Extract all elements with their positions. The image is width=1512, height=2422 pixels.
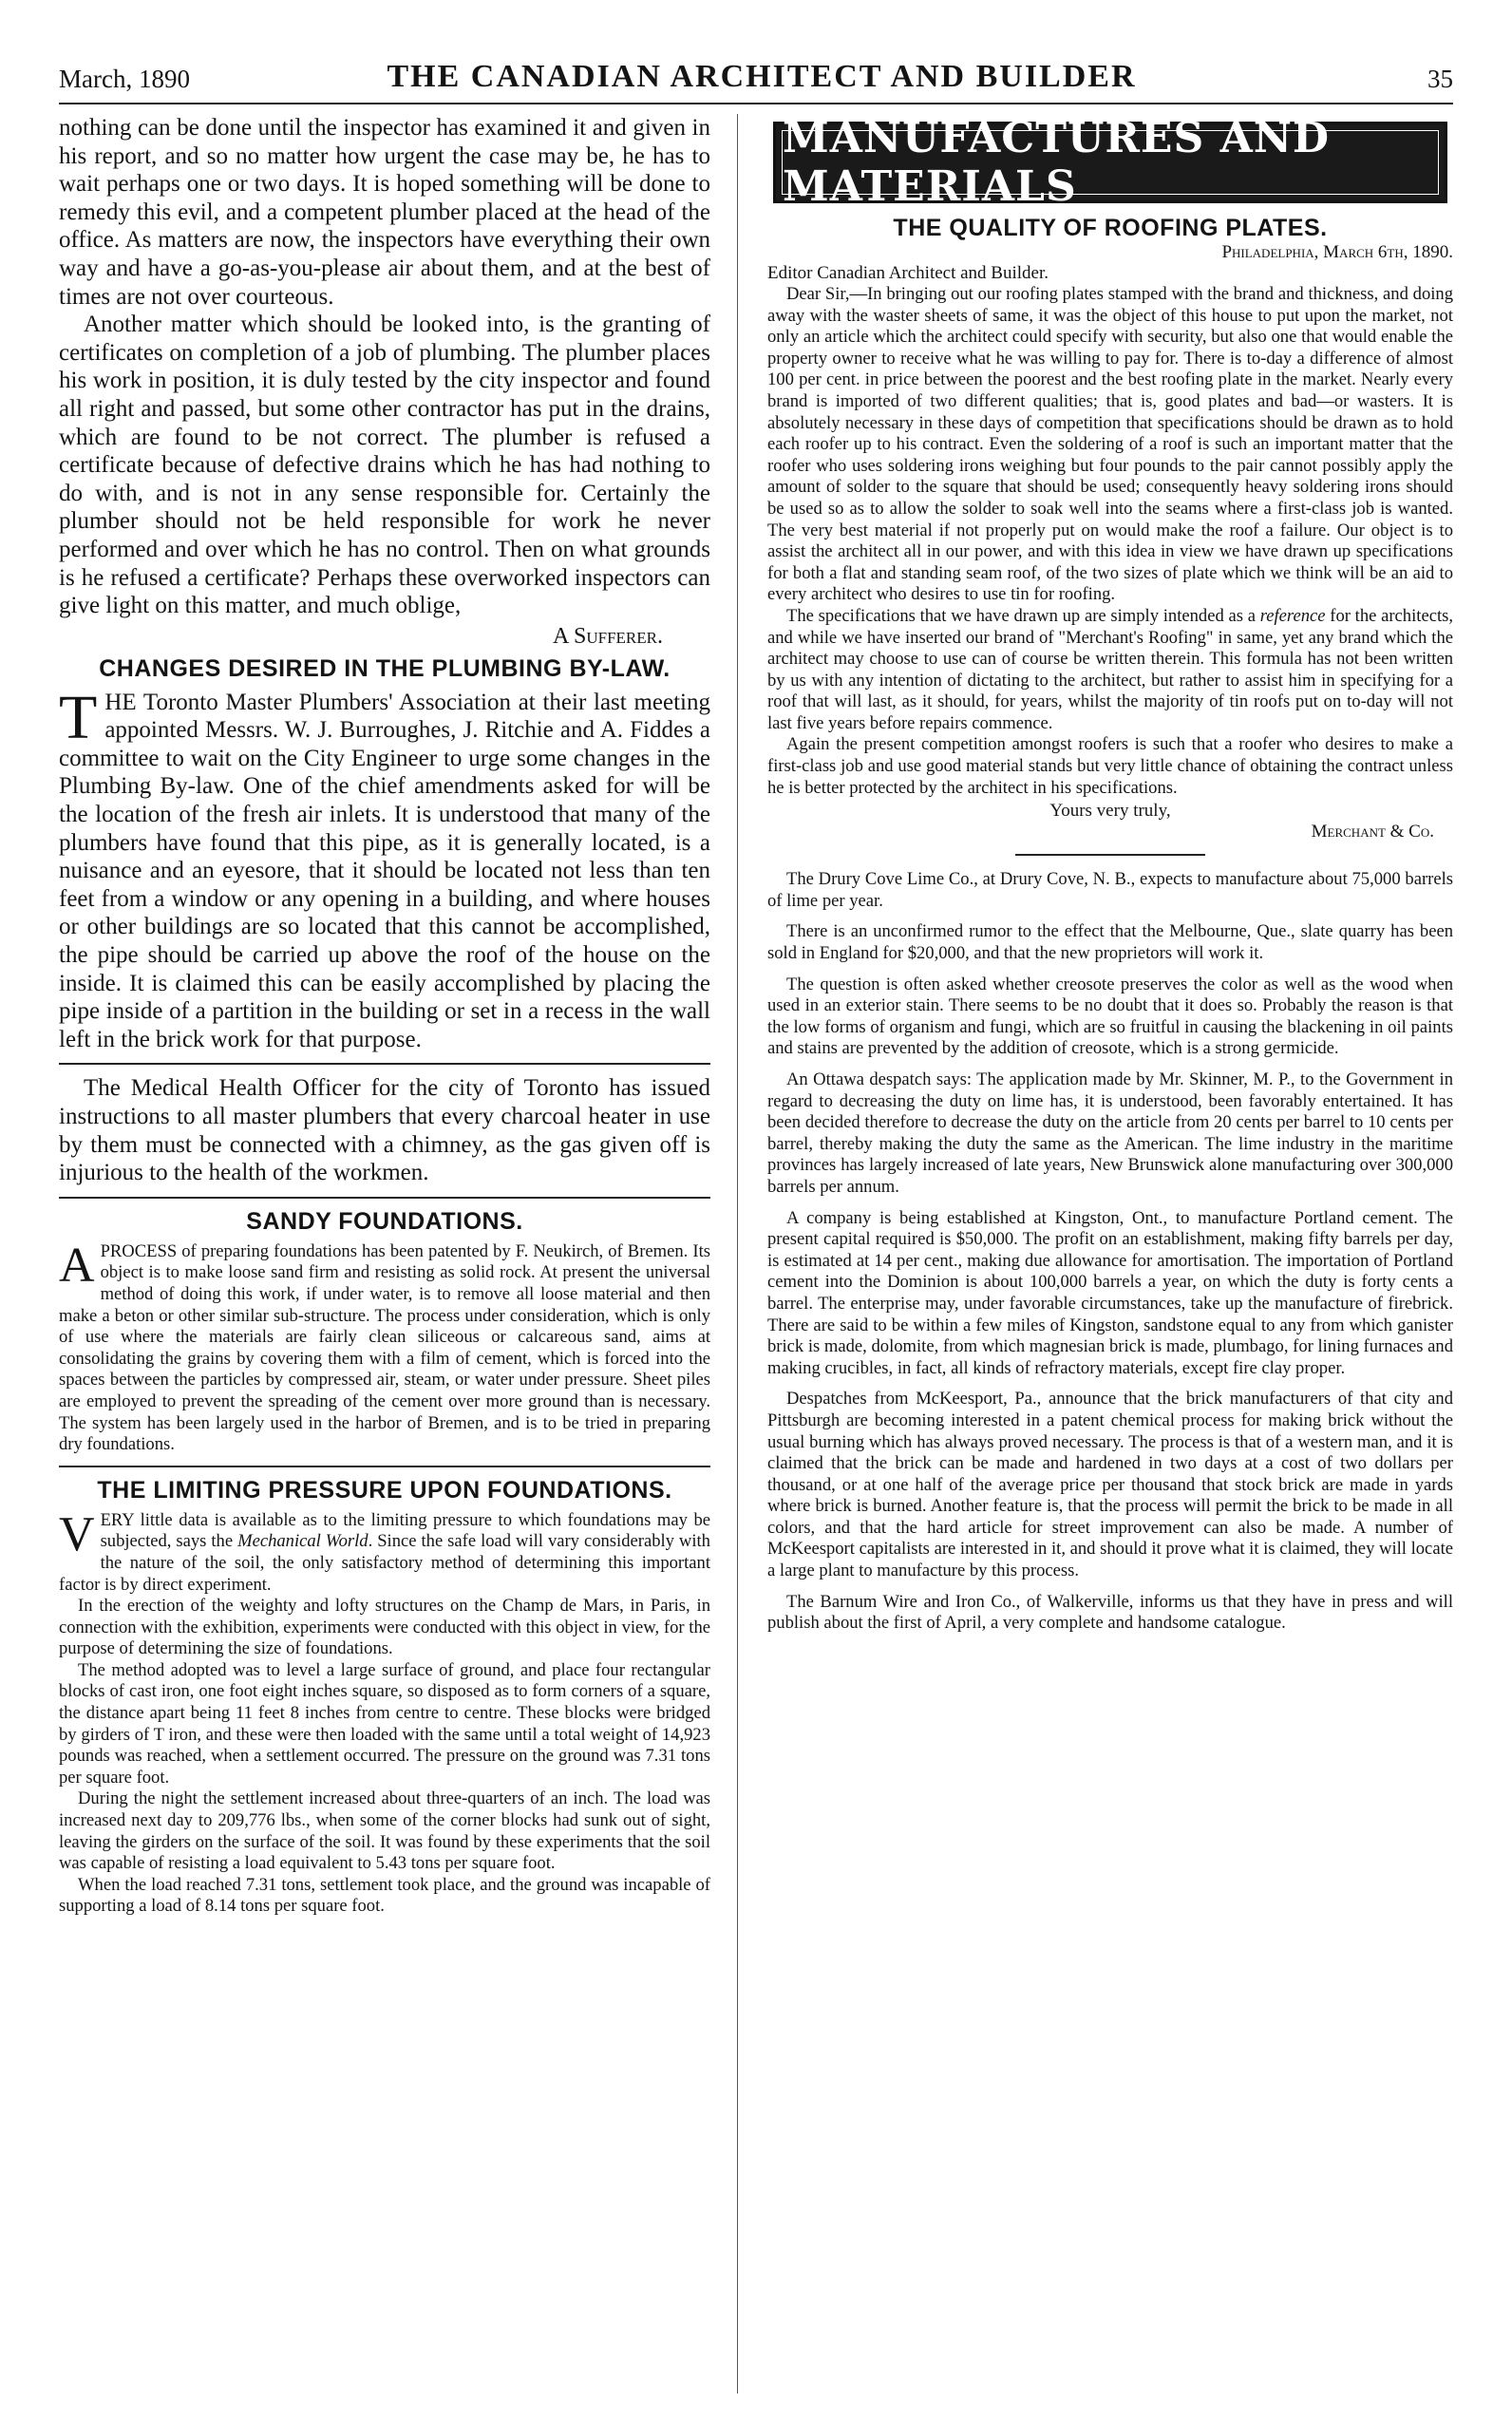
text-run: . Since the safe load will vary considerably with the nature of the soil, the only satisfactory method of determining this important factor is by direct experiment.: [59, 1531, 710, 1595]
news-item: The Barnum Wire and Iron Co., of Walkerville, informs us that they have in press and will publish about the first of April, a very complete and handsome catalogue.: [767, 1591, 1453, 1634]
source-citation: Mechanical World: [237, 1531, 369, 1552]
article-paragraph: PROCESS of preparing foundations has been patented by F. Neukirch, of Bremen. Its object is to make loose sand firm and resisting as solid rock. At present the universal method of doing this work, if under water, is to remove all loose material and then make a beton or other similar sub-structure. The process under consideration, which is only of use where the materials are fairly clean siliceous or calcareous sand, aims at consolidating the grains by covering them with a film of cement, which is forced into the spaces between the particles by compressed air, steam, or water under pressure. Sheet piles are employed to prevent the spreading of the cement over more ground than is necessary. The system has been largely used in the harbor of Bremen, and is to be tried in preparing dry foundations.: [59, 1240, 710, 1455]
news-item: An Ottawa despatch says: The application made by Mr. Skinner, M. P., to the Government in regard to decreasing the duty on lime has, it is understood, been favorably entertained. It has been decided therefore to decrease the duty on the article from 20 cents per barrel to 10 cents per barrel, thereby making the duty the same as the American. The lime industry in the maritime provinces has largely increased of late years, New Brunswick alone manufacturing over 300,000 barrels per annum.: [767, 1069, 1453, 1197]
letter-signature: Merchant & Co.: [1311, 822, 1434, 842]
column-divider: [737, 114, 738, 2394]
letter-continuation: [59, 114, 710, 650]
news-item: The question is often asked whether creosote preserves the color as well as the wood when used in an exterior stain. There seems to be no doubt that it does so. Probably the reason is that the low forms of organism and fungi, which are so fruitful in causing the blackening in oil paints and stains are prevented by the addition of creosote, which is a strong germicide.: [767, 974, 1453, 1059]
news-item: Despatches from McKeesport, Pa., announce that the brick manufacturers of that city and Pittsburgh are becoming interested in a patent chemical process for making brick without the usual burning which has always proved necessary. The process is that of a western man, and it is claimed that the brick can be made and hardened in two days at a cost of two dollars per thousand, or at one half of the average price per thousand that stock brick are made in yards where brick is burned. Another feature is, that the process will permit the brick to be made in all colors, and that the hard article for street improvement can also be made. A number of McKeesport capitalists are interested in it, and should it prove what it is claimed, they will locate a large plant to manufacture by this process.: [767, 1389, 1453, 1581]
letter-paragraph: Another matter which should be looked into, is the granting of certificates on completion of a job of plumbing. The plumber places his work in position, it is duly tested by the city inspector and found all right and passed, but some other contractor has put in the drains, which are found to be not correct. The plumber is refused a certificate because of defective drains which he has had nothing to do with, and is not in any sense responsible for. Certainly the plumber should not be held responsible for work he never performed and over which he has no control. Then on what grounds is he refused a certificate? Perhaps these overworked inspectors can give light on this matter, and much oblige,: [59, 312, 710, 619]
article-paragraph: [59, 1506, 710, 1596]
section-rule: [59, 1063, 710, 1065]
article-paragraph: Again the present competition amongst roofers is such that a roofer who desires to make a first-class job and use good material stands but very little chance of obtaining the contract unless he is better protected by the architect in his specifications.: [767, 734, 1453, 798]
letter-closing: Yours very truly,: [1049, 801, 1171, 822]
left-column: [59, 114, 710, 1918]
article-paragraph: During the night the settlement increased about three-quarters of an inch. The load was increased next day to 209,776 lbs., when some of the corner blocks had sunk out of sight, leaving the girders on the surface of the soil. It was found by these experiments that the soil was capable of resisting a load equivalent to 5.43 tons per square foot.: [59, 1788, 710, 1874]
article-paragraph: [767, 606, 1453, 735]
section-banner: [773, 114, 1447, 211]
article-paragraph: When the load reached 7.31 tons, settlement took place, and the ground was incapable of supporting a load of 8.14 tons per square foot.: [59, 1874, 710, 1917]
letter-dateline: Philadelphia, March 6th, 1890.: [1221, 242, 1453, 262]
news-items: [767, 869, 1453, 1635]
section-rule: [1015, 854, 1205, 856]
emphasis: reference: [1259, 605, 1326, 626]
article-title: CHANGES DESIRED IN THE PLUMBING BY-LAW.: [99, 654, 671, 682]
drop-cap: V: [59, 1506, 95, 1561]
article-sandy-foundations: [59, 1208, 710, 1456]
article-paragraph: HE Toronto Master Plumbers' Association at their last meeting appointed Messrs. W. J. Burroughes, J. Ritchie and A. Fiddes a committee to wait on the City Engineer to urge some changes in the Plumbing By-law. One of the chief amendments asked for will be the location of the fresh air inlets. It is understood that many of the plumbers have found that this pipe, as it is generally located, is a nuisance and an eyesore, that it should be located not less than ten feet from a window or any opening in a building, and where houses or other buildings are so located that this cannot be accomplished, the pipe should be carried up above the roof of the house on the inside. It is claimed this can be easily accomplished by placing the pipe inside of a partition in the building or set in a recess in the wall left in the brick work for that purpose.: [59, 689, 710, 1052]
text-run: The specifications that we have drawn up are simply intended as a: [786, 605, 1260, 626]
header-rule: [59, 103, 1453, 104]
article-title: SANDY FOUNDATIONS.: [246, 1207, 523, 1235]
article-roofing-plates: [767, 215, 1453, 842]
header-date: March, 1890: [59, 65, 190, 93]
text-run: ERY little data is available as to the limiting pressure to which foundations may be subjected, says the: [100, 1509, 710, 1552]
banner-text: MANUFACTURES AND MATERIALS: [782, 130, 1439, 195]
article-plumbing-bylaw: [59, 655, 710, 1187]
drop-cap: A: [59, 1238, 95, 1293]
drop-cap: T: [59, 682, 98, 752]
publication-title: THE CANADIAN ARCHITECT AND BUILDER: [387, 59, 1137, 94]
news-item: A company is being established at Kingston, Ont., to manufacture Portland cement. The present capital required is $50,000. The profit on an establishment, making fifty barrels per day, is estimated at 14 per cent., making due allowance for amortisation. The importation of Portland cement into the Dominion is about 100,000 barrels a year, on which the duty is forty cents a barrel. The enterprise may, under favorable circumstances, take up the manufacture of firebrick. There are said to be within a few miles of Kingston, sandstone equal to any from which ganister brick is made, dolomite, from which magnesian brick is made, plumbago, for lining furnaces and making crucibles, in fact, all kinds of refractory materials, except fire clay proper.: [767, 1207, 1453, 1378]
article-title: THE LIMITING PRESSURE UPON FOUNDATIONS.: [97, 1476, 672, 1504]
article-paragraph: The method adopted was to level a large surface of ground, and place four rectangular blocks of cast iron, one foot eight inches square, so disposed as to form corners of a square, the distance apart being 11 feet 8 inches from centre to centre. These blocks were bridged by girders of T iron, and these were then loaded with the same until a total weight of 14,923 pounds was reached, when a settlement occurred. The pressure on the ground was 7.31 tons per square foot.: [59, 1659, 710, 1788]
letter-addressee: Editor Canadian Architect and Builder.: [767, 263, 1049, 283]
article-paragraph: Dear Sir,—In bringing out our roofing plates stamped with the brand and thickness, and doing away with the waster sheets of same, it was the object of this house to put upon the market, not only an article which the architect could specify with security, but also one that would enable the property owner to receive what he was willing to pay for. There is to-day a difference of almost 100 per cent. in price between the poorest and the best roofing plate in the market. Nearly every brand is imported of two different qualities; that is, good plates and bad—or wasters. It is absolutely necessary in these days of competition that specifications should be drawn as to hold each roofer up to his contract. Even the soldering of a roof is such an important matter that the roofer who uses soldering irons weighing but four pounds to the pair cannot possibly apply the amount of solder to the square that should be used; consequently heavy soldering irons should be used so as to allow the solder to soak well into the seams where a first-class job is wanted. The very best material if not properly put on would make the roof a failure. Our object is to assist the architect all in our power, and with this idea in view we have drawn up specifications for both a flat and standing seam roof, of the two sizes of plate which we think will be an aid to every architect who desires to use tin for roofing.: [767, 284, 1453, 605]
news-item: The Drury Cove Lime Co., at Drury Cove, N. B., expects to manufacture about 75,000 barrels of lime per year.: [767, 869, 1453, 911]
right-column: [767, 114, 1453, 1635]
news-item: There is an unconfirmed rumor to the effect that the Melbourne, Que., slate quarry has been sold in England for $20,000, and that the new proprietors will work it.: [767, 921, 1453, 964]
letter-signature: A Sufferer.: [553, 623, 663, 649]
letter-paragraph: nothing can be done until the inspector has examined it and given in his report, and so no matter how urgent the case may be, he has to wait perhaps one or two days. It is hoped something will be done to remedy this evil, and a competent plumber placed at the head of the office. As matters are now, the inspectors have everything their own way and have a go-as-you-please air about them, and at the best of times are not over courteous.: [59, 115, 710, 310]
article-paragraph: The Medical Health Officer for the city of Toronto has issued instructions to all master plumbers that every charcoal heater in use by them must be connected with a chimney, as the gas given off is injurious to the health of the workmen.: [59, 1075, 710, 1186]
article-limiting-pressure: [59, 1477, 710, 1918]
page-header: [59, 59, 1453, 101]
article-title: THE QUALITY OF ROOFING PLATES.: [893, 215, 1328, 241]
text-run: for the architects, and while we have inserted our brand of "Merchant's Roofing" in same, yet any brand which the architect may choose to use can of course be written therein. This formula has not been written by us with any intention of dictating to the architect, but rather to assist him in specifying for a roof that will last, as it should, for years, whilst the majority of tin roofs put on to-day will not last five years before repairs commence.: [767, 605, 1453, 733]
article-paragraph: In the erection of the weighty and lofty structures on the Champ de Mars, in Paris, in connection with the exhibition, experiments were conducted with this object in view, for the purpose of determining the size of foundations.: [59, 1596, 710, 1659]
section-rule: [59, 1197, 710, 1199]
page-number: 35: [1427, 65, 1453, 93]
section-rule: [59, 1466, 710, 1467]
